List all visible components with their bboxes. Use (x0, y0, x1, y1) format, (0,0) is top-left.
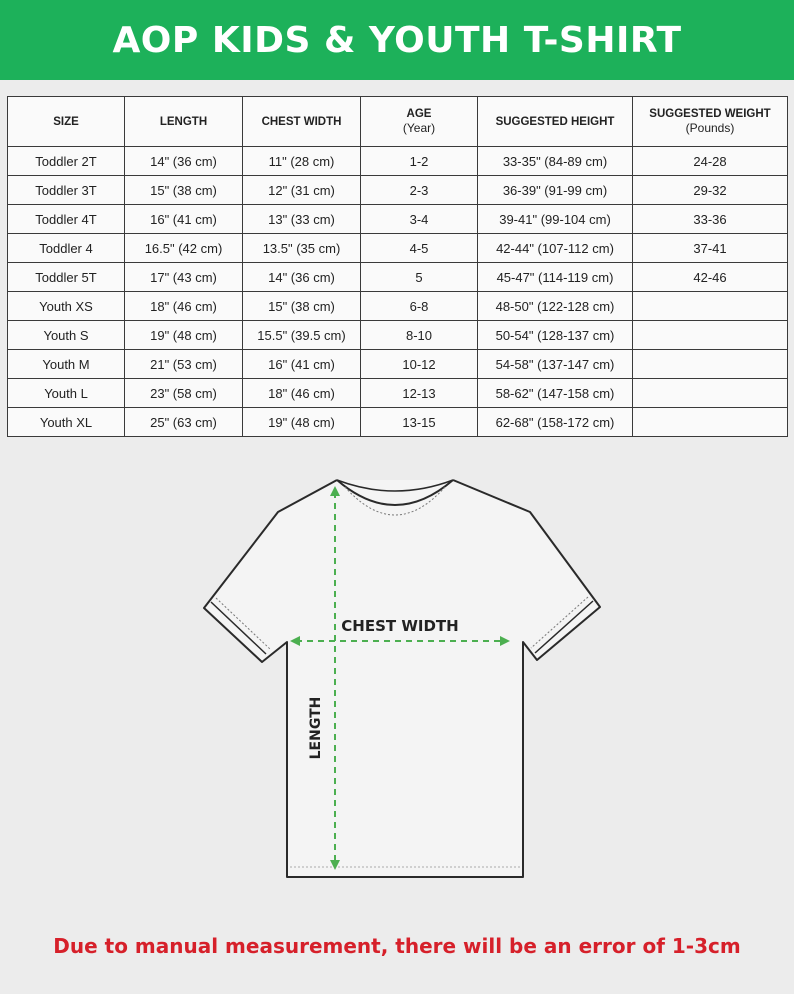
column-header-label: CHEST WIDTH (261, 115, 342, 128)
table-cell: 36-39" (91-99 cm) (478, 176, 633, 205)
table-cell: 33-36 (633, 205, 788, 234)
table-row (8, 350, 788, 379)
table-row (8, 379, 788, 408)
tshirt-diagram (0, 440, 794, 900)
table-cell: 24-28 (633, 147, 788, 176)
page-title: AOP KIDS & YOUTH T-SHIRT (112, 19, 682, 61)
table-cell: 42-46 (633, 263, 788, 292)
column-header (243, 97, 361, 147)
size-table (7, 96, 788, 437)
table-cell (633, 350, 788, 379)
table-cell: 3-4 (361, 205, 478, 234)
column-header-unit: (Pounds) (685, 121, 735, 135)
column-header-label: AGE (406, 108, 432, 120)
table-row (8, 292, 788, 321)
table-cell: 8-10 (361, 321, 478, 350)
table-row (8, 408, 788, 437)
table-cell: 39-41" (99-104 cm) (478, 205, 633, 234)
tshirt-illustration (0, 440, 794, 900)
table-cell: Toddler 4T (8, 205, 125, 234)
table-cell: 14" (36 cm) (243, 263, 361, 292)
table-cell: Youth XL (8, 408, 125, 437)
table-cell: 12" (31 cm) (243, 176, 361, 205)
column-header-label: LENGTH (159, 115, 208, 128)
table-row (8, 205, 788, 234)
table-cell: 11" (28 cm) (243, 147, 361, 176)
table-cell: 54-58" (137-147 cm) (478, 350, 633, 379)
tshirt-outline (204, 480, 600, 877)
table-cell: 29-32 (633, 176, 788, 205)
column-header (633, 97, 788, 147)
table-cell (633, 379, 788, 408)
table-cell: Toddler 2T (8, 147, 125, 176)
table-cell: 33-35" (84-89 cm) (478, 147, 633, 176)
table-cell: Toddler 5T (8, 263, 125, 292)
table-cell: 4-5 (361, 234, 478, 263)
table-cell: 15" (38 cm) (125, 176, 243, 205)
table-cell: 58-62" (147-158 cm) (478, 379, 633, 408)
table-cell: Youth M (8, 350, 125, 379)
table-cell: 16" (41 cm) (243, 350, 361, 379)
table-cell: Toddler 3T (8, 176, 125, 205)
table-cell: 16.5" (42 cm) (125, 234, 243, 263)
column-header (125, 97, 243, 147)
table-cell: 25" (63 cm) (125, 408, 243, 437)
chest-width-label: CHEST WIDTH (341, 617, 459, 635)
table-header-row (8, 97, 788, 147)
table-body (8, 147, 788, 437)
table-cell: 15.5" (39.5 cm) (243, 321, 361, 350)
column-header-label: SUGGESTED HEIGHT (495, 115, 615, 128)
table-cell: 50-54" (128-137 cm) (478, 321, 633, 350)
table-cell: Toddler 4 (8, 234, 125, 263)
table-cell: 5 (361, 263, 478, 292)
table-cell: 23" (58 cm) (125, 379, 243, 408)
table-cell: 13" (33 cm) (243, 205, 361, 234)
table-row (8, 263, 788, 292)
table-cell: 62-68" (158-172 cm) (478, 408, 633, 437)
table-cell: 48-50" (122-128 cm) (478, 292, 633, 321)
table-cell: 37-41 (633, 234, 788, 263)
table-cell: 17" (43 cm) (125, 263, 243, 292)
table-cell: 1-2 (361, 147, 478, 176)
table-cell: Youth XS (8, 292, 125, 321)
table-row (8, 147, 788, 176)
table-cell: 21" (53 cm) (125, 350, 243, 379)
table-cell: 13.5" (35 cm) (243, 234, 361, 263)
table-cell: 15" (38 cm) (243, 292, 361, 321)
column-header-unit: (Year) (402, 121, 436, 135)
column-header (478, 97, 633, 147)
table-cell: Youth S (8, 321, 125, 350)
table-cell: 2-3 (361, 176, 478, 205)
table-cell: 16" (41 cm) (125, 205, 243, 234)
table-cell: 12-13 (361, 379, 478, 408)
table-row (8, 234, 788, 263)
column-header (361, 97, 478, 147)
table-cell: 42-44" (107-112 cm) (478, 234, 633, 263)
table-cell (633, 292, 788, 321)
length-label: LENGTH (308, 696, 324, 760)
table-cell: Youth L (8, 379, 125, 408)
table-cell (633, 321, 788, 350)
table-row (8, 321, 788, 350)
table-row (8, 176, 788, 205)
table-cell: 18" (46 cm) (125, 292, 243, 321)
table-cell: 13-15 (361, 408, 478, 437)
table-cell: 6-8 (361, 292, 478, 321)
size-chart (7, 96, 787, 437)
table-cell: 14" (36 cm) (125, 147, 243, 176)
column-header-label: SUGGESTED WEIGHT (649, 108, 771, 120)
column-header-label: SIZE (53, 115, 79, 128)
table-cell: 10-12 (361, 350, 478, 379)
table-cell: 18" (46 cm) (243, 379, 361, 408)
table-cell (633, 408, 788, 437)
table-cell: 19" (48 cm) (125, 321, 243, 350)
table-cell: 45-47" (114-119 cm) (478, 263, 633, 292)
title-banner (0, 0, 794, 80)
column-header (8, 97, 125, 147)
measurement-note: Due to manual measurement, there will be an error of 1-3cm (53, 934, 741, 958)
table-cell: 19" (48 cm) (243, 408, 361, 437)
